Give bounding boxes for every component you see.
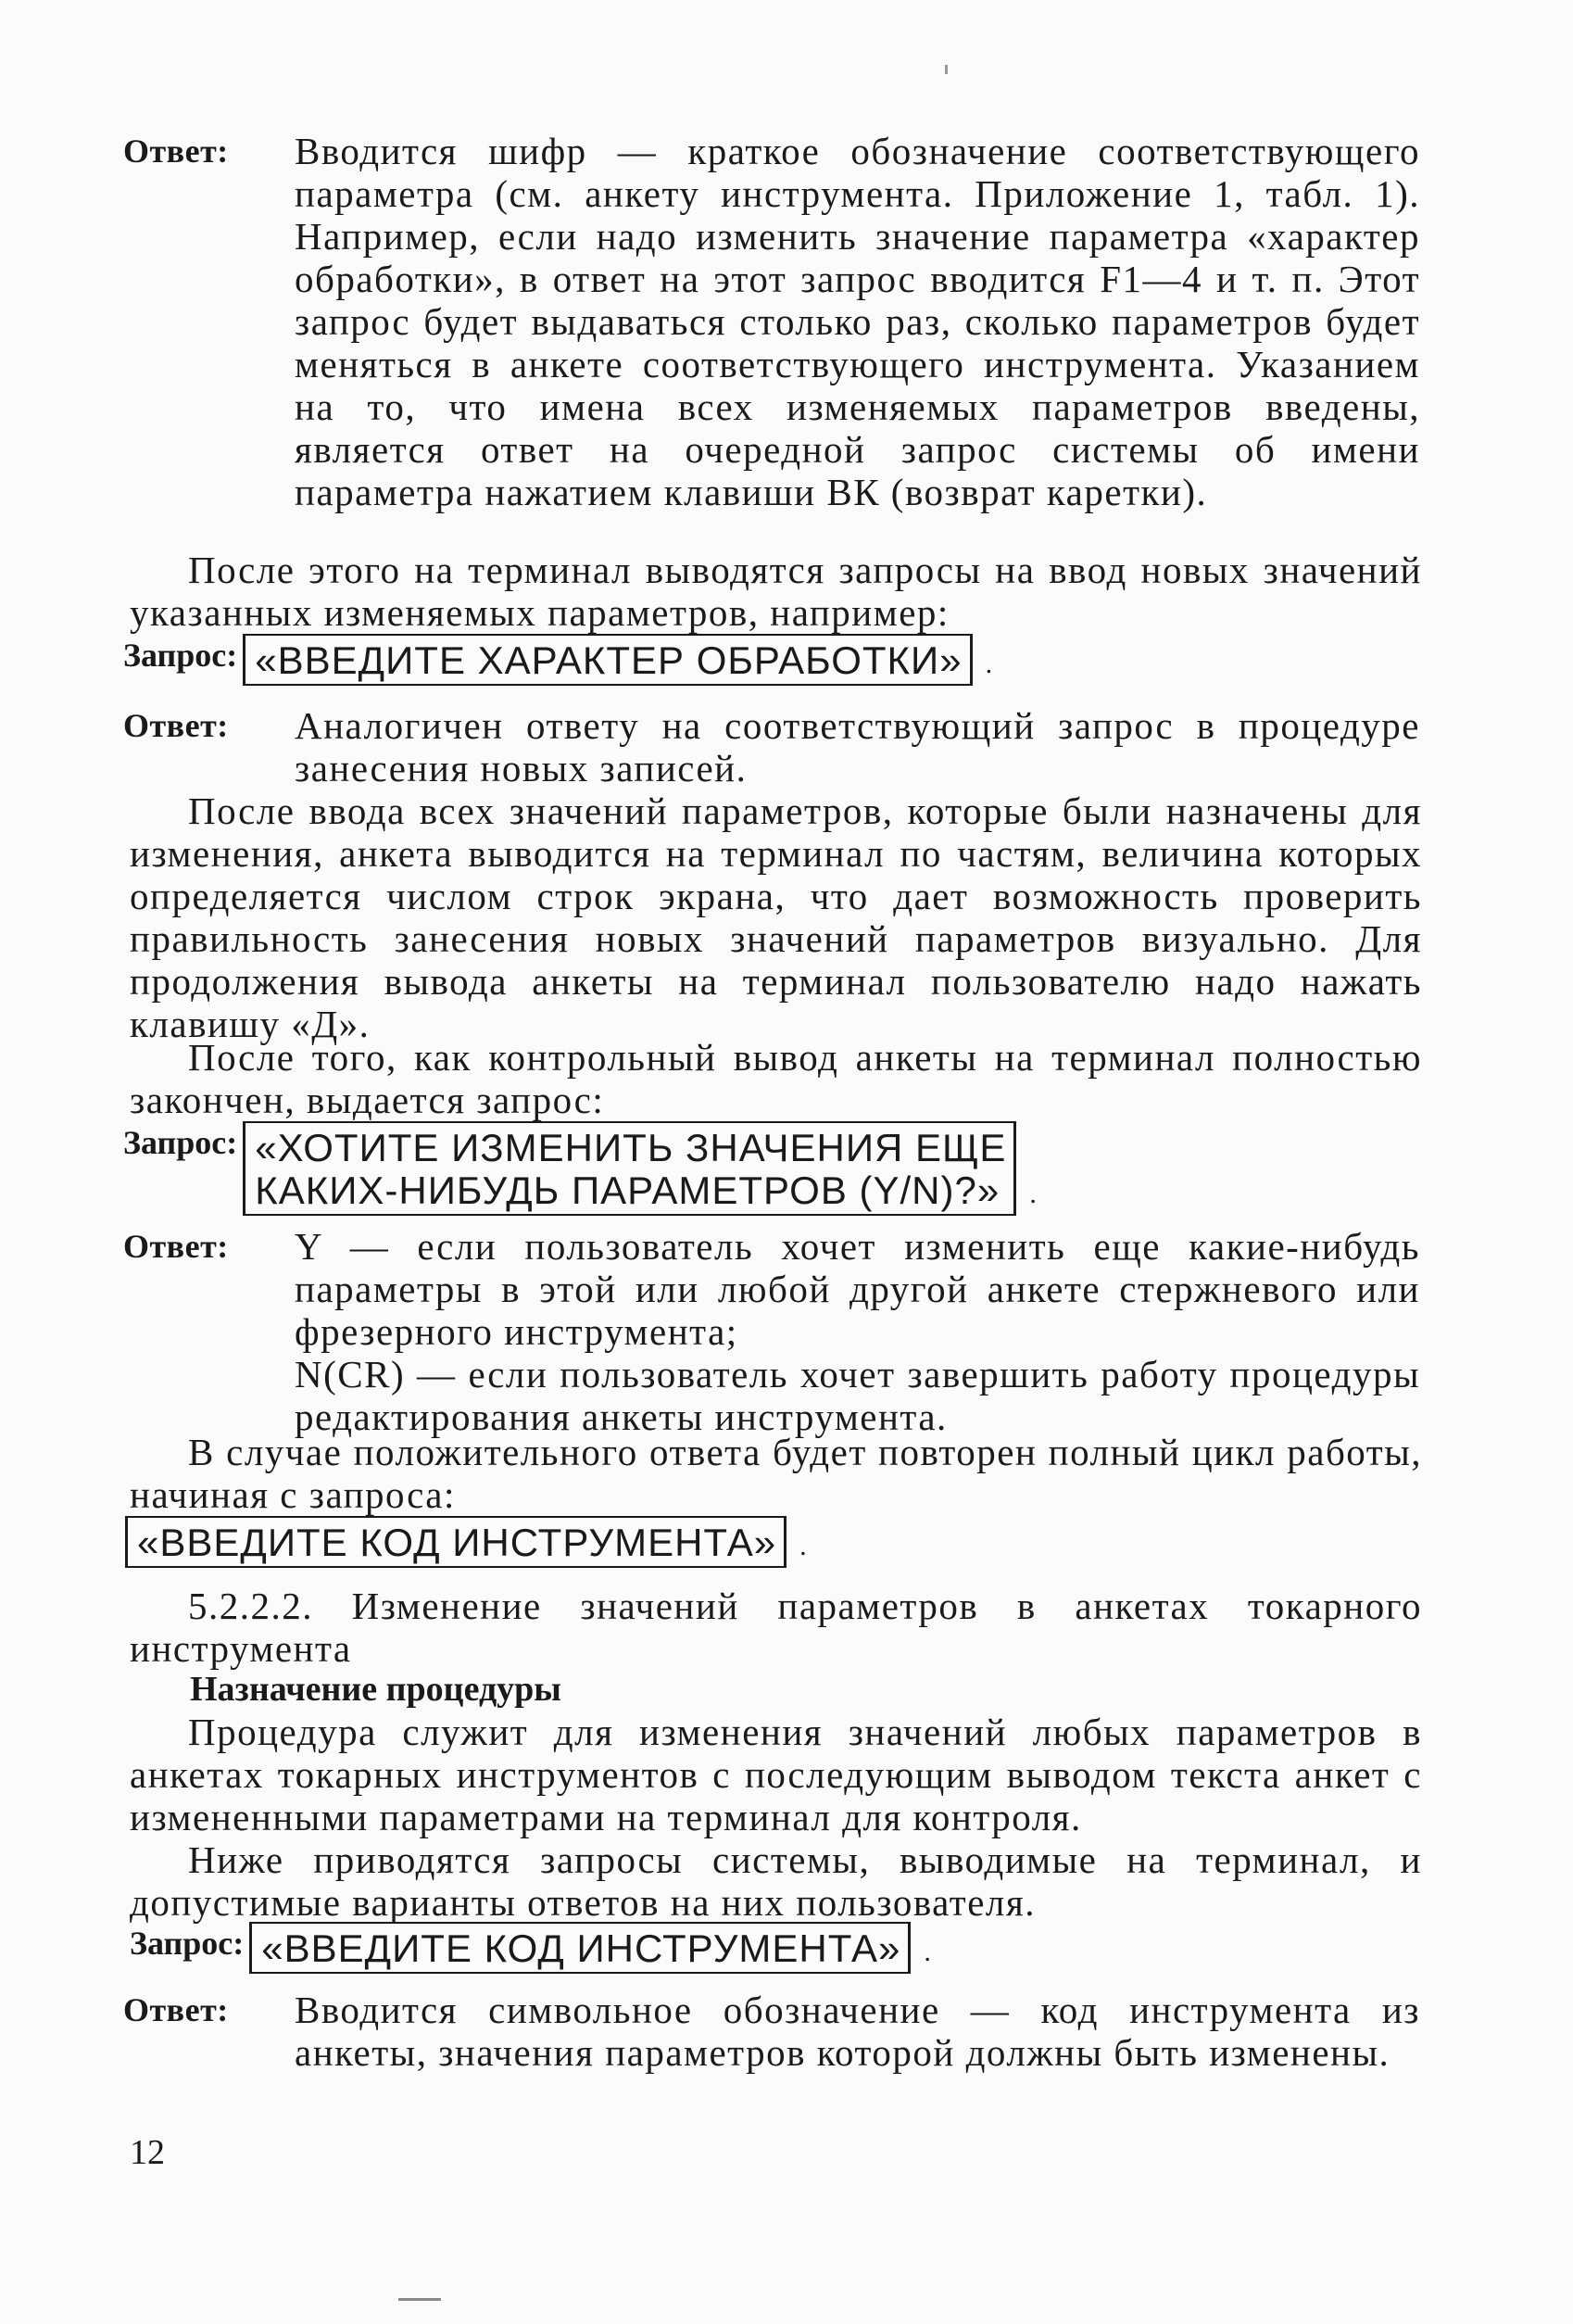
- request-box: [243, 1121, 1016, 1216]
- answer-block: [123, 1989, 1420, 2074]
- request-block: [123, 1121, 1037, 1216]
- page-number: 12: [130, 2133, 165, 2172]
- request-end-dot: .: [985, 649, 993, 679]
- subheading: Назначение процедуры: [190, 1670, 561, 1709]
- request-block: [130, 1922, 931, 1974]
- request-line: «ВВЕДИТЕ КОД ИНСТРУМЕНТА»: [261, 1926, 901, 1970]
- answer-block: [123, 704, 1420, 789]
- request-box: [249, 1922, 911, 1974]
- answer-block: [123, 130, 1420, 513]
- request-end-dot: .: [799, 1531, 807, 1561]
- paragraph: В случае положительного ответа будет повторен полный цикл работы, начиная с запроса:: [130, 1431, 1422, 1516]
- answer-label: Ответ:: [123, 133, 229, 170]
- request-line: «ВВЕДИТЕ ХАРАКТЕР ОБРАБОТКИ»: [255, 638, 963, 682]
- answer-text: Аналогичен ответу на соответствующий запрос в процедуре занесения новых записей.: [295, 704, 1420, 789]
- request-box: [243, 634, 972, 686]
- request-line: КАКИХ-НИБУДЬ ПАРАМЕТРОВ (Y/N)?»: [255, 1168, 1000, 1212]
- request-label: Запрос:: [123, 637, 238, 674]
- paragraph: После этого на терминал выводятся запросы на ввод новых значений указанных изменяемых параметров, например:: [130, 549, 1422, 634]
- answer-text: Вводится символьное обозначение — код инструмента из анкеты, значения параметров которой должны быть изменены.: [295, 1989, 1420, 2074]
- answer-label: Ответ:: [123, 1228, 229, 1265]
- answer-text: Вводится шифр — краткое обозначение соответствующего параметра (см. анкету инструмента. Приложение 1, табл. 1). Например, если надо изменить значение параметра «характер обработки», в ответ на этот запрос вводится F1—4 и т. п. Этот запрос будет выдаваться столько раз, сколько параметров будет меняться в анкете соответствующего инструмента. Указанием на то, что имена всех изменяемых параметров введены, является ответ на очередной запрос системы об имени параметра нажатием клавиши ВК (возврат каретки).: [295, 130, 1420, 513]
- request-end-dot: .: [924, 1937, 931, 1967]
- request-line: «ВВЕДИТЕ КОД ИНСТРУМЕНТА»: [137, 1521, 777, 1564]
- paragraph: После ввода всех значений параметров, которые были назначены для изменения, анкета выводится на терминал по частям, величина которых определяется числом строк экрана, что дает возможность проверить правильность занесения новых значений параметров визуально. Для продолжения вывода анкеты на терминал пользователю надо нажать клавишу «Д».: [130, 789, 1422, 1045]
- request-line: «ХОТИТЕ ИЗМЕНИТЬ ЗНАЧЕНИЯ ЕЩЕ: [255, 1126, 1007, 1169]
- request-box: [125, 1516, 786, 1568]
- request-label: Запрос:: [130, 1925, 245, 1962]
- section-heading-line: 5.2.2.2. Изменение значений параметров в анкетах токарного инструмента: [130, 1585, 1422, 1670]
- scan-smudge: [398, 2298, 441, 2301]
- answer-block: [123, 1225, 1420, 1438]
- request-block: [125, 1516, 807, 1568]
- scan-speck: [945, 65, 948, 74]
- paragraph: Ниже приводятся запросы системы, выводимые на терминал, и допустимые варианты ответов на них пользователя.: [130, 1838, 1422, 1924]
- answer-option-y: Y — если пользователь хочет изменить еще какие-нибудь параметры в этой или любой другой анкете стержневого или фрезерного инструмента;: [295, 1225, 1420, 1353]
- request-block: [123, 634, 992, 686]
- answer-text: [295, 1225, 1420, 1438]
- request-label: Запрос:: [123, 1124, 238, 1161]
- request-end-dot: .: [1029, 1179, 1037, 1209]
- answer-label: Ответ:: [123, 1991, 229, 2028]
- paragraph: Процедура служит для изменения значений любых параметров в анкетах токарных инструментов с последующим выводом текста анкет с измененными параметрами на терминал для контроля.: [130, 1711, 1422, 1838]
- paragraph: После того, как контрольный вывод анкеты на терминал полностью закончен, выдается запрос:: [130, 1036, 1422, 1121]
- answer-label: Ответ:: [123, 707, 229, 744]
- answer-option-n: N(CR) — если пользователь хочет завершить работу процедуры редактирования анкеты инструмента.: [295, 1353, 1420, 1438]
